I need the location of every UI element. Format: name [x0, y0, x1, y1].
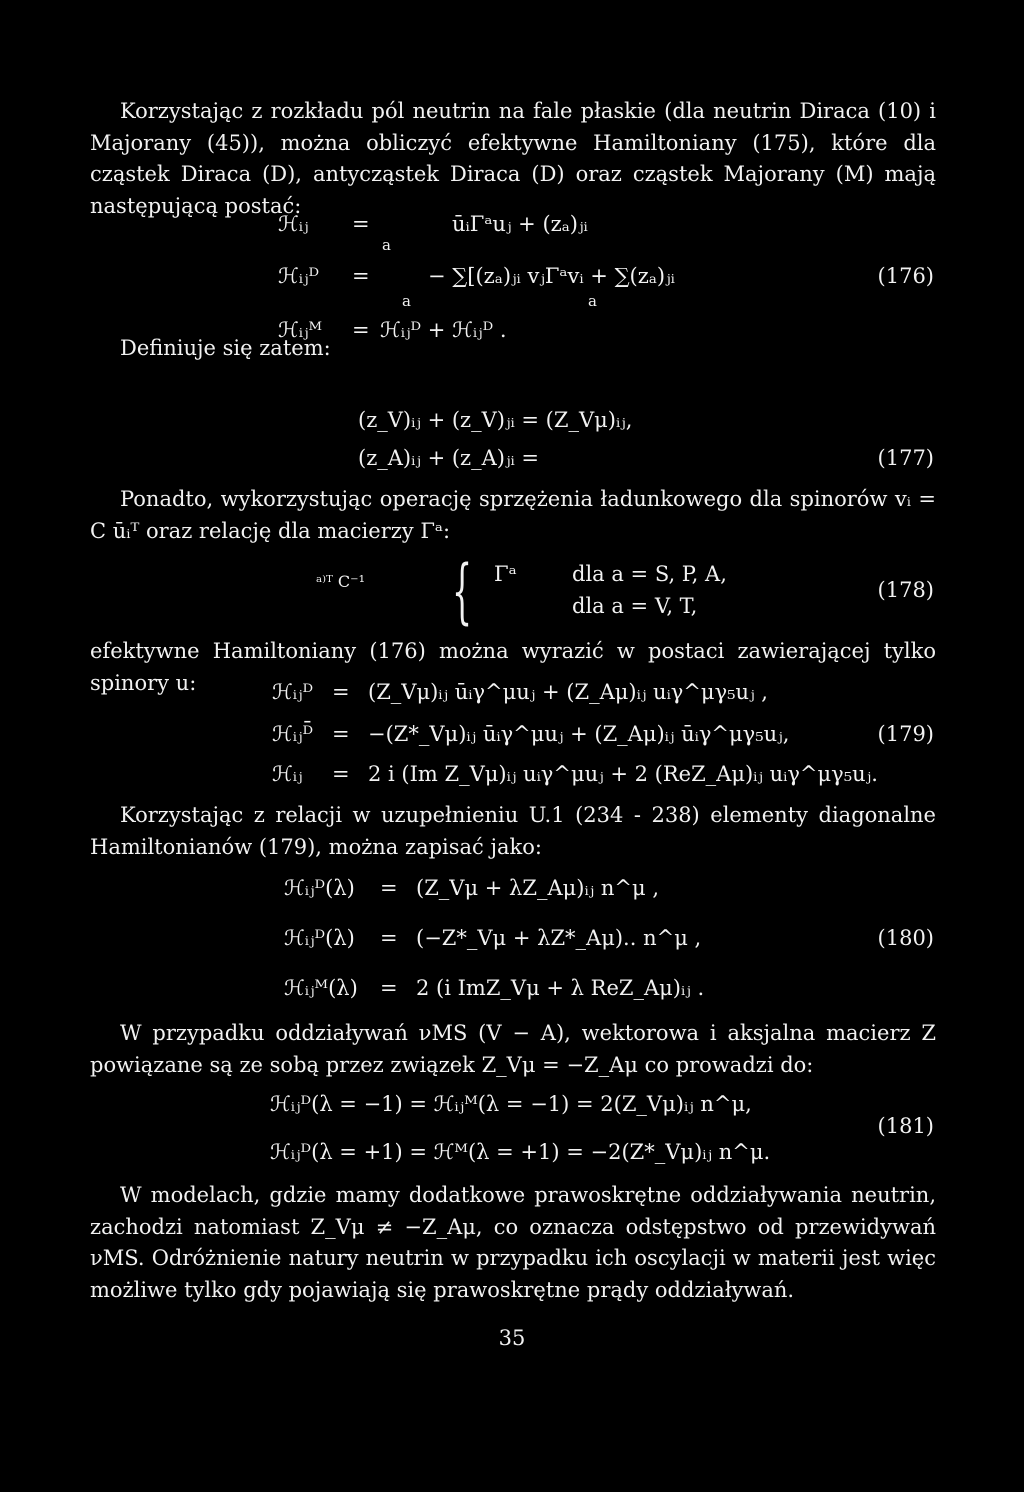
eq179-r3-eq: = [332, 762, 350, 786]
eq181-r2: ℋᵢⱼᴰ(λ = +1) = ℋᴹ(λ = +1) = −2(Z*_Vμ)ᵢⱼ n^μ. [270, 1140, 771, 1164]
eq180-number: (180) [877, 926, 934, 950]
eq179-r2-lhs: ℋᵢⱼᴰ̄ [272, 722, 314, 746]
eq176-r2-rhs: − ∑[(zₐ)ⱼᵢ vⱼΓᵃvᵢ + ∑(zₐ)ⱼᵢ [428, 264, 675, 288]
eq176-r1-sub: a [382, 236, 391, 254]
eq178-lhs: ᵃ⁾ᵀ C⁻¹ [316, 572, 366, 591]
eq180-r1-eq: = [380, 876, 398, 900]
page-number: 35 [498, 1326, 526, 1350]
eq177-r1: (z_V)ᵢⱼ + (z_V)ⱼᵢ = (Z_Vμ)ᵢⱼ, [358, 408, 633, 432]
eq179-r3-lhs: ℋᵢⱼ [272, 762, 303, 786]
eq180-r3-rhs: 2 (i ImZ_Vμ + λ ReZ_Aμ)ᵢⱼ . [416, 976, 705, 1000]
eq180-r1-rhs: (Z_Vμ + λZ_Aμ)ᵢⱼ n^μ , [416, 876, 660, 900]
definiuje-label: Definiuje się zatem: [120, 336, 331, 360]
paragraph-intro: Korzystając z rozkładu pól neutrin na fale płaskie (dla neutrin Diraca (10) i Majorany (45)), można obliczyć efektywne Hamiltoniany (175), które dla cząstek Diraca (D), antycząstek Diraca (D) oraz cząstek Majorany (M) mają następującą postać: [90, 99, 936, 218]
paragraph-u-spinors: efektywne Hamiltoniany (176) można wyrazić w postaci zawierającej tylko spinory u: [90, 639, 936, 695]
eq177-r2: (z_A)ᵢⱼ + (z_A)ⱼᵢ = [358, 446, 539, 470]
eq178-number: (178) [877, 578, 934, 602]
eq180-r2-rhs: (−Z*_Vμ + λZ*_Aμ).. n^μ , [416, 926, 702, 950]
eq179-r2-eq: = [332, 722, 350, 746]
eq176-r1-lhs: ℋᵢⱼ [278, 212, 309, 236]
eq176-r1-rhs: ūᵢΓᵃuⱼ + (zₐ)ⱼᵢ [452, 212, 588, 236]
eq181-number: (181) [877, 1114, 934, 1138]
eq181-r1: ℋᵢⱼᴰ(λ = −1) = ℋᵢⱼᴹ(λ = −1) = 2(Z_Vμ)ᵢⱼ n^μ, [270, 1092, 752, 1116]
eq179-r1-eq: = [332, 680, 350, 704]
eq177-number: (177) [877, 446, 934, 470]
eq180-r3-lhs: ℋᵢⱼᴹ(λ) [284, 976, 358, 1000]
eq176-r2-sub1: a [402, 292, 411, 310]
eq179-r3-rhs: 2 i (Im Z_Vμ)ᵢⱼ uᵢγ^μuⱼ + 2 (ReZ_Aμ)ᵢⱼ uᵢγ^μγ₅uⱼ. [368, 762, 878, 786]
eq178-case1-cond: dla a = S, P, A, [572, 562, 727, 586]
eq176-r3-eq: = [352, 318, 370, 342]
paragraph-vms: W przypadku oddziaływań νMS (V − A), wektorowa i aksjalna macierz Z powiązane są ze sobą przez związek Z_Vμ = −Z_Aμ co prowadzi do: [90, 1021, 936, 1077]
eq176-r3-lhs: ℋᵢⱼᴹ [278, 318, 323, 342]
eq179-r2-rhs: −(Z*_Vμ)ᵢⱼ ūᵢγ^μuⱼ + (Z_Aμ)ᵢⱼ ūᵢγ^μγ₅uⱼ, [368, 722, 790, 746]
eq176-r2-eq: = [352, 264, 370, 288]
paragraph-charge-conjugation: Ponadto, wykorzystując operację sprzężenia ładunkowego dla spinorów vᵢ = C ūᵢᵀ oraz relację dla macierzy Γᵃ: [90, 487, 936, 543]
eq180-r3-eq: = [380, 976, 398, 1000]
eq180-r2-lhs: ℋᵢⱼᴰ(λ) [284, 926, 355, 950]
eq178-case2-cond: dla a = V, T, [572, 594, 698, 618]
eq176-r2-sub2: a [588, 292, 597, 310]
paragraph-diagonal-elements: Korzystając z relacji w uzupełnieniu U.1 (234 - 238) elementy diagonalne Hamiltonianów (179), można zapisać jako: [90, 803, 936, 859]
paragraph-right-handed: W modelach, gdzie mamy dodatkowe prawoskrętne oddziaływania neutrin, zachodzi natomiast Z_Vμ ≠ −Z_Aμ, co oznacza odstępstwo od przewidywań νMS. Odróżnienie natury neutrin w przypadku ich oscylacji w materii jest więc możliwe tylko gdy pojawiają się prawoskrętne prądy oddziaływań. [90, 1183, 936, 1302]
eq176-r2-lhs: ℋᵢⱼᴰ [278, 264, 320, 288]
eq178-case1-matrix: Γᵃ [494, 562, 517, 586]
eq179-r1-lhs: ℋᵢⱼᴰ [272, 680, 314, 704]
eq178-brace: { [452, 550, 473, 632]
eq180-r1-lhs: ℋᵢⱼᴰ(λ) [284, 876, 355, 900]
eq179-r1-rhs: (Z_Vμ)ᵢⱼ ūᵢγ^μuⱼ + (Z_Aμ)ᵢⱼ uᵢγ^μγ₅uⱼ , [368, 680, 768, 704]
eq176-number: (176) [877, 264, 934, 288]
eq180-r2-eq: = [380, 926, 398, 950]
eq176-r3-rhs: ℋᵢⱼᴰ + ℋᵢⱼᴰ . [380, 318, 507, 342]
eq179-number: (179) [877, 722, 934, 746]
eq176-r1-eq: = [352, 212, 370, 236]
